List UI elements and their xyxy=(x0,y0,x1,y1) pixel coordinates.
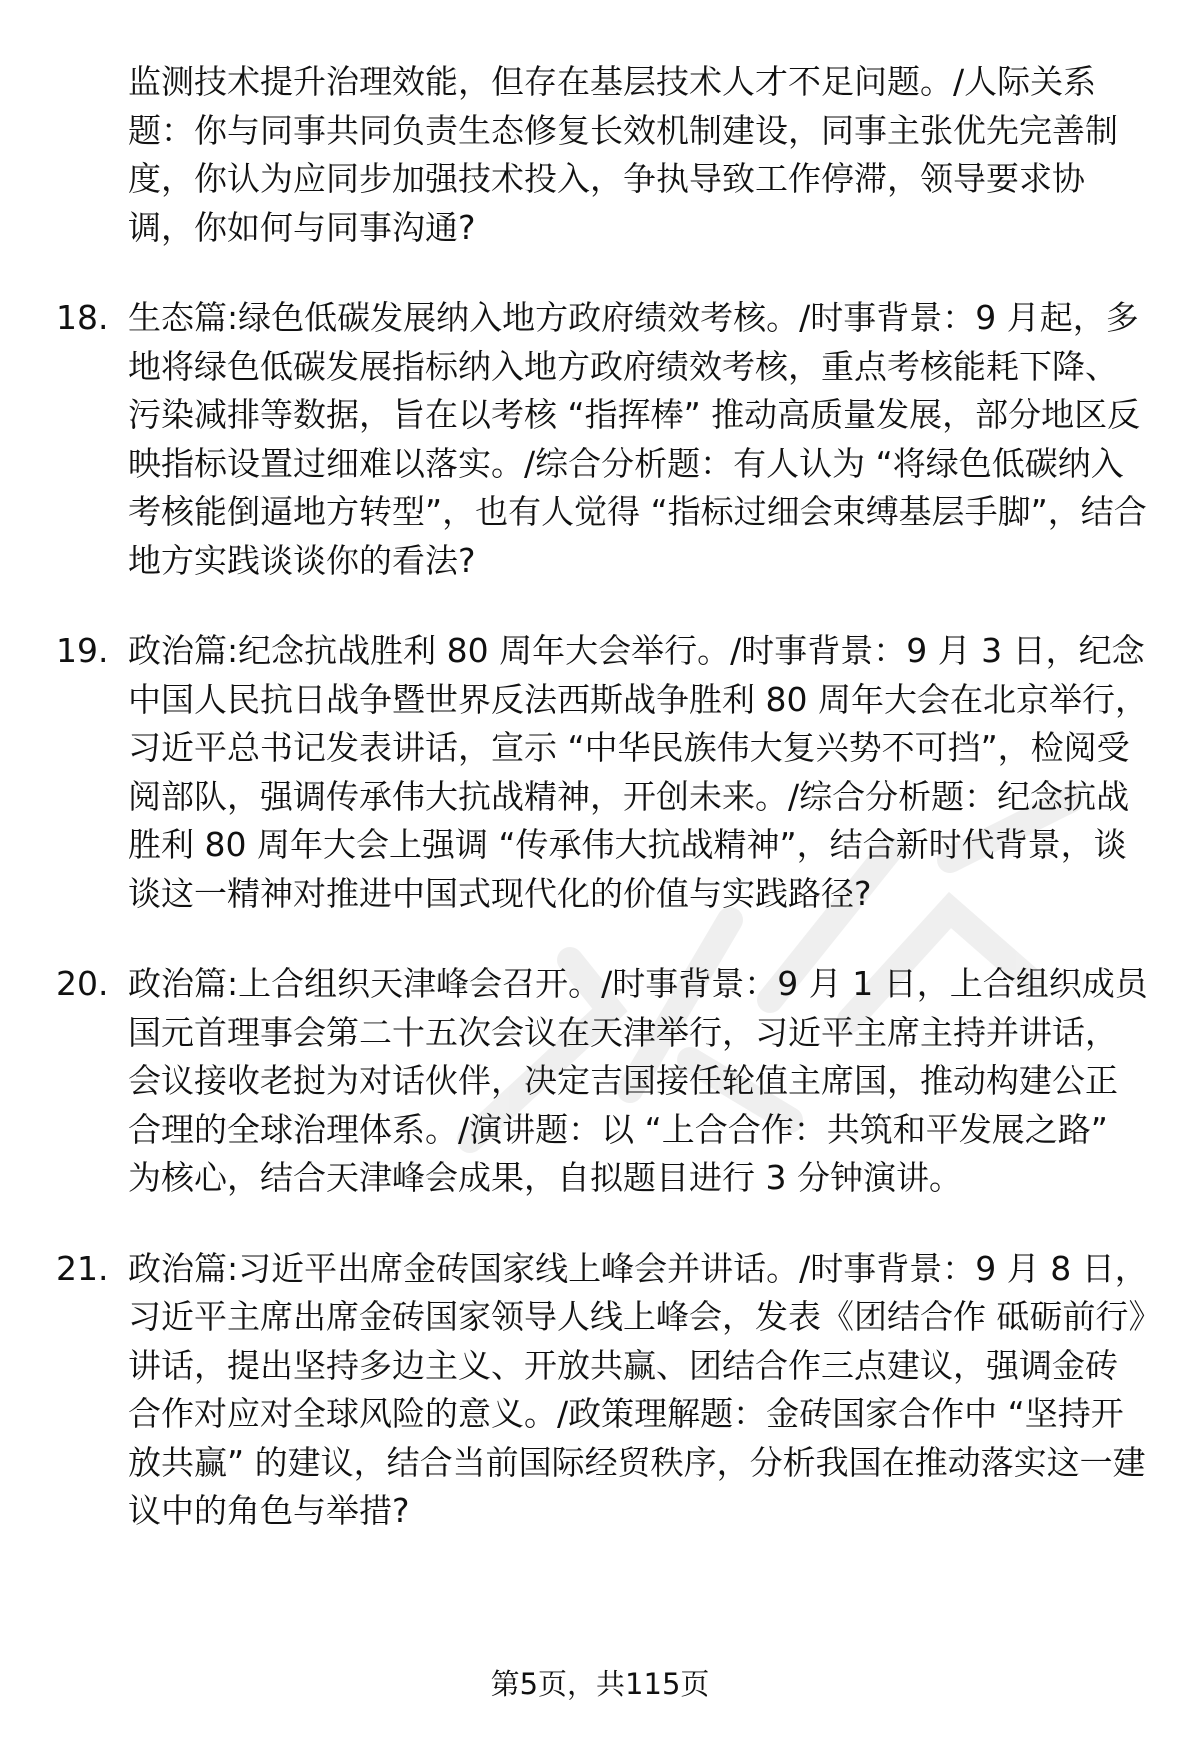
continuation-paragraph: 监测技术提升治理效能，但存在基层技术人才不足问题。/人际关系题：你与同事共同负责生态修复长效机制建设，同事主张优先完善制度，你认为应同步加强技术投入，争执导致工作停滞，领导要求协调，你如何与同事沟通? xyxy=(128,62,1118,247)
list-item xyxy=(56,1245,1156,1536)
list-item xyxy=(56,627,1156,918)
item-number: 19. xyxy=(56,631,109,670)
list-item xyxy=(56,294,1156,585)
item-text: 生态篇:绿色低碳发展纳入地方政府绩效考核。/时事背景：9 月起，多地将绿色低碳发展指标纳入地方政府绩效考核，重点考核能耗下降、污染减排等数据，旨在以考核 “指挥棒” 推动高质量发展，部分地区反映指标设置过细难以落实。/综合分析题：有人认为 “将绿色低碳纳入考核能倒逼地方转型”，也有人觉得 “指标过细会束缚基层手脚”，结合地方实践谈谈你的看法? xyxy=(128,298,1147,580)
item-number: 20. xyxy=(56,964,109,1003)
item-text: 政治篇:习近平出席金砖国家线上峰会并讲话。/时事背景：9 月 8 日，习近平主席出席金砖国家领导人线上峰会，发表《团结合作 砥砺前行》讲话，提出坚持多边主义、开放共赢、团结合作三点建议，强调金砖合作对应对全球风险的意义。/政策理解题：金砖国家合作中 “坚持开放共赢” 的建议，结合当前国际经贸秩序，分析我国在推动落实这一建议中的角色与举措? xyxy=(128,1248,1148,1530)
item-text: 政治篇:纪念抗战胜利 80 周年大会举行。/时事背景：9 月 3 日，纪念中国人民抗日战争暨世界反法西斯战争胜利 80 周年大会在北京举行，习近平总书记发表讲话，宣示 “中华民族伟大复兴势不可挡”，检阅受阅部队，强调传承伟大抗战精神，开创未来。/综合分析题：纪念抗战胜利 80 周年大会上强调 “传承伟大抗战精神”，结合新时代背景，谈谈这一精神对推进中国式现代化的价值与实践路径? xyxy=(128,631,1148,913)
list-item xyxy=(56,960,1156,1203)
item-text: 政治篇:上合组织天津峰会召开。/时事背景：9 月 1 日，上合组织成员国元首理事会第二十五次会议在天津举行，习近平主席主持并讲话，会议接收老挝为对话伙伴，决定吉国接任轮值主席国，推动构建公正合理的全球治理体系。/演讲题：以 “上合合作：共筑和平发展之路” 为核心，结合天津峰会成果，自拟题目进行 3 分钟演讲。 xyxy=(128,964,1148,1197)
item-number: 18. xyxy=(56,298,109,337)
page-footer: 第5页，共115页 xyxy=(490,1667,710,1701)
item-number: 21. xyxy=(56,1248,109,1288)
document-body xyxy=(56,58,1156,1536)
